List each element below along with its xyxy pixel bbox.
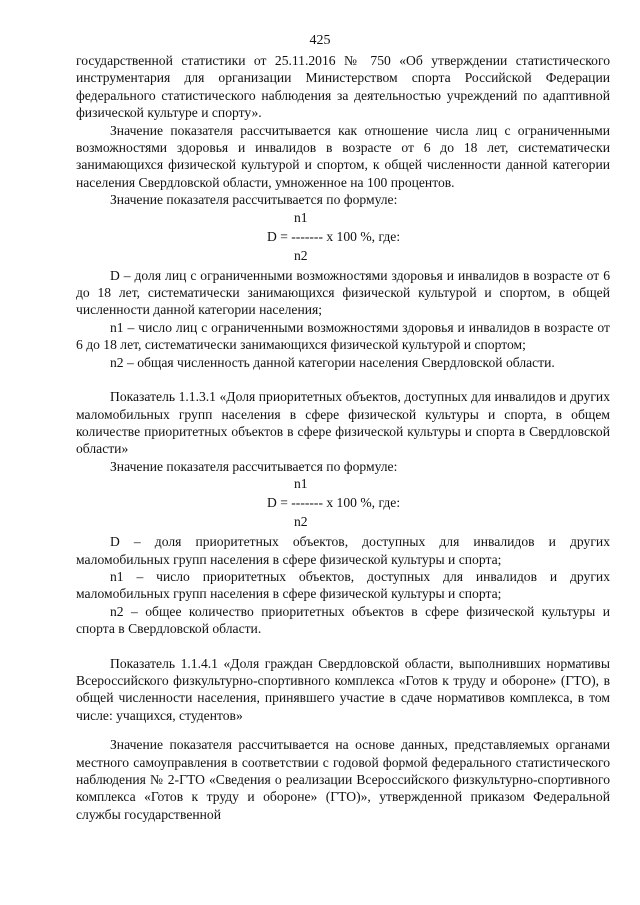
formula-numerator: n1	[294, 209, 308, 225]
formula-intro: Значение показателя рассчитывается по формуле:	[110, 458, 398, 474]
definition-d: D – доля приоритетных объектов, доступных для инвалидов и других маломобильных групп населения в сфере физической культуры и спорта;	[76, 534, 610, 567]
paragraph-calculation-description: Значение показателя рассчитывается как отношение числа лиц с ограниченными возможностями здоровья и инвалидов в возрасте от 6 до 18 лет, систематически занимающихся физической культурой и спортом, к общей численности данной категории населения Свердловской области, умноженное на 100 процентов.	[76, 122, 610, 190]
formula-equation: D = ------- x 100 %, где:	[267, 495, 401, 511]
formula-equation: D = ------- x 100 %, где:	[267, 228, 401, 244]
formula-block	[76, 475, 610, 533]
formula-numerator: n1	[294, 476, 308, 492]
paragraph-statistics-reference: государственной статистики от 25.11.2016 № 750 «Об утверждении статистического инструментария для организации Министерством спорта Российской Федерации федерального статистического наблюдения за деятельностью учреждений по адаптивной физической культуре и спорту».	[76, 53, 610, 121]
page-content	[76, 52, 610, 823]
definition-n2: n2 – общая численность данной категории населения Свердловской области.	[110, 354, 555, 370]
indicator-heading-1141: Показатель 1.1.4.1 «Доля граждан Свердловской области, выполнивших нормативы Всероссийского физкультурно-спортивного комплекса «Готов к труду и обороне» (ГТО), в общей численности населения, принявшего участие в сдаче нормативов комплекса, в том числе: учащихся, студентов»	[76, 655, 610, 723]
formula-denominator: n2	[294, 247, 308, 263]
formula-intro: Значение показателя рассчитывается по формуле:	[110, 192, 398, 208]
formula-block	[76, 209, 610, 267]
indicator-heading-1131: Показатель 1.1.3.1 «Доля приоритетных объектов, доступных для инвалидов и других маломобильных групп населения в сфере физической культуры и спорта, в общем количестве приоритетных объектов в сфере физической культуры и спорта в Свердловской области»	[76, 389, 610, 457]
definition-n1: n1 – число лиц с ограниченными возможностями здоровья и инвалидов в возрасте от 6 до 18 лет, систематически занимающихся физической культурой и спортом;	[76, 319, 610, 353]
definition-d: D – доля лиц с ограниченными возможностями здоровья и инвалидов в возрасте от 6 до 18 лет, систематически занимающихся физической культурой и спортом, в общей численности данной категории населения;	[76, 267, 610, 318]
definition-n2: n2 – общее количество приоритетных объектов в сфере физической культуры и спорта в Свердловской области.	[76, 603, 610, 637]
definition-n1: n1 – число приоритетных объектов, доступных для инвалидов и других маломобильных групп населения в сфере физической культуры и спорта;	[76, 568, 610, 602]
paragraph-gto-data-source: Значение показателя рассчитывается на основе данных, представляемых органами местного самоуправления в соответствии с годовой формой федерального статистического наблюдения № 2-ГТО «Сведения о реализации Всероссийского физкультурно-спортивного комплекса «Готов к труду и обороне» (ГТО)», утвержденной приказом Федеральной службы государственной	[76, 737, 610, 822]
page-number: 425	[309, 33, 331, 48]
formula-denominator: n2	[294, 514, 308, 530]
